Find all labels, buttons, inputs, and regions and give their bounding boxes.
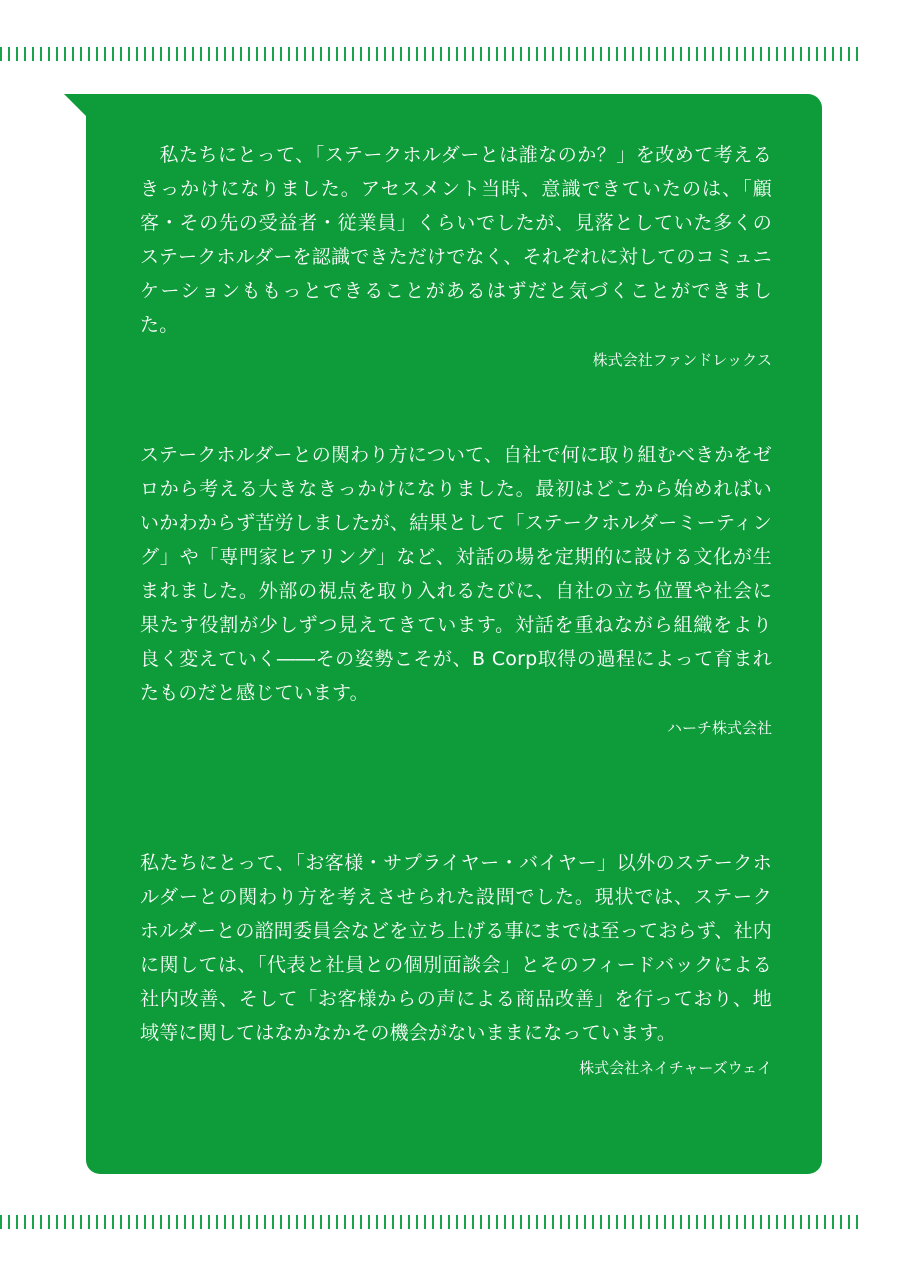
testimonial-3 (140, 846, 772, 1080)
testimonial-quote: 私たちにとって、「お客様・サプライヤー・バイヤー」以外のステークホルダーとの関わり方を考えさせられた設問でした。現状では、ステークホルダーとの諮問委員会などを立ち上げる事にまでは至っておらず、社内に関しては、「代表と社員との個別面談会」とそのフィードバックによる社内改善、そして「お客様からの声による商品改善」を行っており、地域等に関してはなかなかその機会がないままになっています。 (140, 852, 772, 1044)
testimonial-quote: 私たちにとって、「ステークホルダーとは誰なのか？」を改めて考えるきっかけになりました。アセスメント当時、意識できていたのは、「顧客・その先の受益者・従業員」くらいでしたが、見落としていた多くのステークホルダーを認識できただけでなく、それぞれに対してのコミュニケーションももっとできることがあるはずだと気づくことができました。 (140, 144, 772, 336)
bottom-tick-border (0, 1215, 860, 1229)
testimonial-2 (140, 438, 772, 740)
testimonial-quote: ステークホルダーとの関わり方について、自社で何に取り組むべきかをゼロから考える大きなきっかけになりました。最初はどこから始めればいいかわからず苦労しましたが、結果として「ステークホルダーミーティング」や「専門家ヒアリング」など、対話の場を定期的に設ける文化が生まれました。外部の視点を取り入れるたびに、自社の立ち位置や社会に果たす役割が少しずつ見えてきています。対話を重ねながら組織をより良く変えていく――その姿勢こそが、B Corp取得の過程によって育まれたものだと感じています。 (140, 444, 772, 704)
testimonial-company: ハーチ株式会社 (666, 719, 772, 737)
speech-bubble-tail (64, 94, 88, 118)
top-tick-border (0, 47, 860, 61)
testimonial-company: 株式会社ネイチャーズウェイ (579, 1059, 772, 1077)
testimonials-list (140, 138, 772, 1077)
testimonial-1 (140, 138, 772, 398)
testimonial-company: 株式会社ファンドレックス (592, 351, 772, 369)
